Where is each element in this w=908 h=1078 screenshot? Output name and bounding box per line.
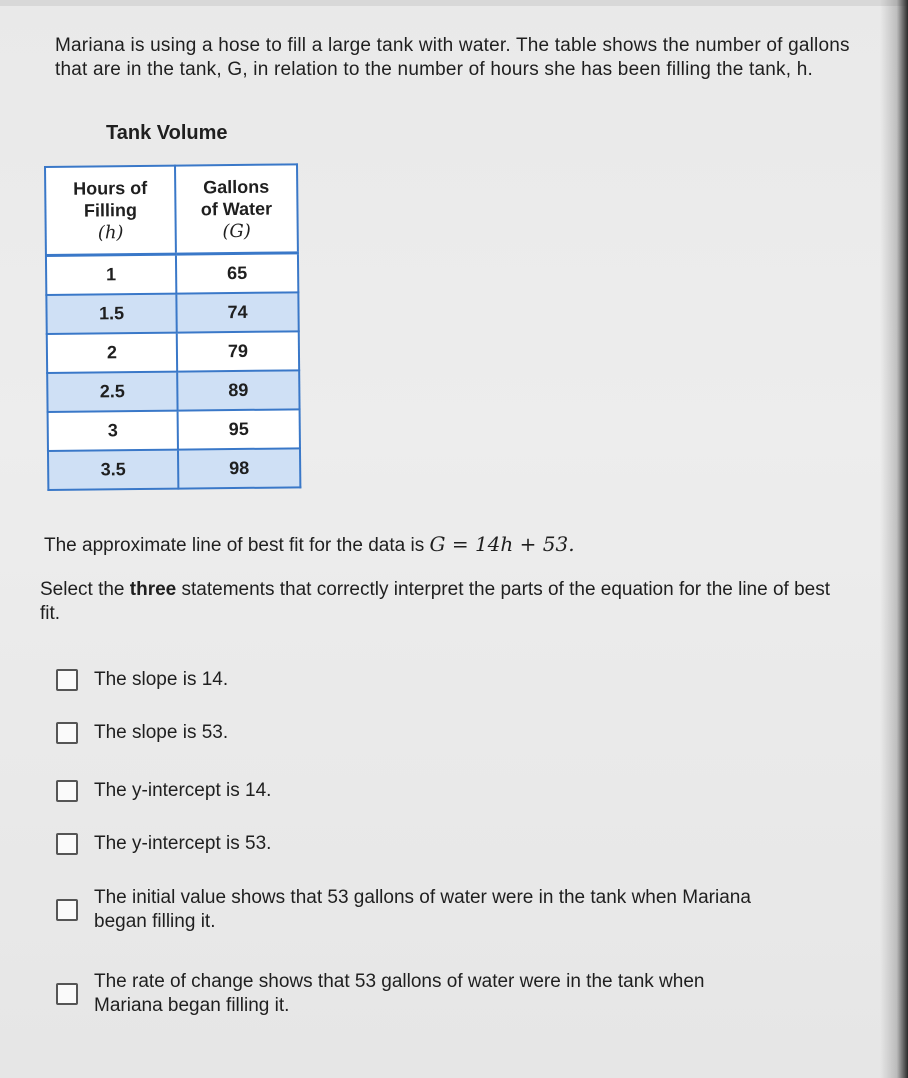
option-y-intercept-53[interactable] — [56, 832, 271, 856]
cell-hours: 3 — [48, 411, 178, 451]
checkbox[interactable] — [56, 669, 78, 691]
option-rate-of-change[interactable] — [56, 970, 774, 1018]
table-row — [48, 409, 300, 451]
header-hours — [45, 166, 176, 256]
header-gallons-line1: Gallons — [203, 176, 270, 197]
screen-edge-shadow — [880, 0, 908, 1078]
table-header-row — [45, 164, 298, 255]
instructions — [40, 578, 850, 626]
option-initial-value[interactable] — [56, 886, 774, 934]
cell-gallons: 98 — [178, 448, 300, 488]
best-fit-statement — [44, 532, 575, 557]
header-gallons — [175, 164, 298, 254]
header-hours-var: (h) — [97, 221, 124, 243]
header-gallons-var: (G) — [222, 220, 252, 242]
checkbox[interactable] — [56, 983, 78, 1005]
table-title: Tank Volume — [106, 122, 228, 144]
table-row — [46, 292, 298, 334]
table-row — [47, 370, 299, 412]
best-fit-equation: G = 14h + 53. — [429, 532, 575, 556]
cell-hours: 2 — [47, 333, 177, 373]
header-gallons-line2: of Water — [200, 198, 273, 219]
table-row — [48, 448, 300, 490]
cell-gallons: 95 — [178, 409, 300, 449]
table-row — [47, 331, 299, 373]
best-fit-prefix: The approximate line of best fit for the data is — [44, 535, 425, 556]
option-label: The rate of change shows that 53 gallons of water were in the tank when Mariana began filling it. — [94, 971, 705, 1016]
option-label: The initial value shows that 53 gallons of water were in the tank when Mariana began filling it. — [94, 887, 751, 932]
option-label: The y-intercept is 53. — [94, 833, 272, 854]
tank-volume-table — [44, 163, 301, 491]
checkbox[interactable] — [56, 833, 78, 855]
instructions-emphasis: three — [129, 579, 177, 600]
cell-hours: 3.5 — [48, 450, 178, 490]
cell-gallons: 74 — [176, 292, 298, 332]
header-hours-line1: Hours of — [73, 177, 148, 199]
option-slope-14[interactable] — [56, 668, 228, 692]
top-edge — [0, 0, 908, 6]
checkbox[interactable] — [56, 899, 78, 921]
cell-hours: 1 — [46, 254, 176, 295]
table-row — [46, 253, 298, 295]
instructions-before: Select the — [40, 579, 125, 600]
option-slope-53[interactable] — [56, 721, 228, 745]
option-y-intercept-14[interactable] — [56, 779, 271, 803]
option-label: The y-intercept is 14. — [94, 780, 272, 801]
header-hours-line2: Filling — [83, 199, 138, 221]
cell-hours: 1.5 — [46, 294, 176, 334]
checkbox[interactable] — [56, 780, 78, 802]
instructions-after: statements that correctly interpret the parts of the equation for the line of best fit. — [40, 579, 830, 624]
checkbox[interactable] — [56, 722, 78, 744]
cell-gallons: 79 — [177, 331, 299, 371]
cell-gallons: 89 — [177, 370, 299, 410]
option-label: The slope is 53. — [94, 722, 229, 743]
cell-gallons: 65 — [176, 253, 298, 294]
cell-hours: 2.5 — [47, 372, 177, 412]
question-text: Mariana is using a hose to fill a large tank with water. The table shows the number of gallons that are in the tank, G, in relation to the number of hours she has been filling the tank, h. — [55, 35, 850, 80]
option-label: The slope is 14. — [94, 669, 229, 690]
